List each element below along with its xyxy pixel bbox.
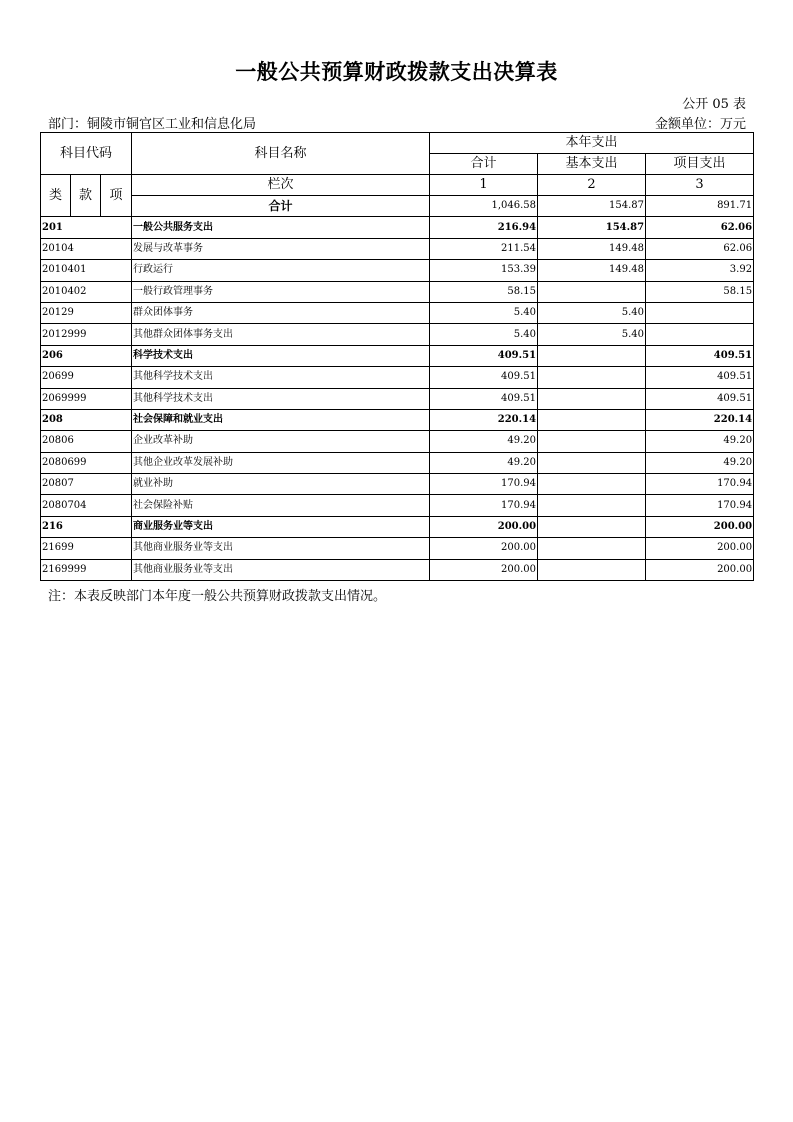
table-row — [41, 452, 754, 473]
subject-code-cell: 201 — [41, 217, 132, 238]
subject-name-header: 科目名称 — [132, 133, 430, 175]
total-cell: 170.94 — [430, 495, 538, 516]
subject-name-cell: 其他科学技术支出 — [132, 367, 430, 388]
table-row — [41, 431, 754, 452]
table-row — [41, 345, 754, 366]
subject-name-cell: 其他商业服务业等支出 — [132, 559, 430, 580]
basic-cell — [538, 388, 646, 409]
project-cell — [646, 302, 754, 323]
footnote: 注：本表反映部门本年度一般公共预算财政拨款支出情况。 — [48, 589, 387, 604]
basic-cell: 5.40 — [538, 324, 646, 345]
subject-code-cell: 2010402 — [41, 281, 132, 302]
basic-cell — [538, 538, 646, 559]
project-cell: 220.14 — [646, 409, 754, 430]
current-year-header: 本年支出 — [430, 133, 754, 154]
subject-name-cell: 其他企业改革发展补助 — [132, 452, 430, 473]
project-header: 项目支出 — [646, 154, 754, 175]
project-cell: 409.51 — [646, 388, 754, 409]
table-row — [41, 260, 754, 281]
total-cell: 49.20 — [430, 452, 538, 473]
table-row — [41, 302, 754, 323]
subject-code-cell: 20104 — [41, 238, 132, 259]
subject-name-cell: 行政运行 — [132, 260, 430, 281]
subject-code-cell: 20699 — [41, 367, 132, 388]
total-row-total: 1,046.58 — [430, 196, 538, 217]
subject-code-cell: 2169999 — [41, 559, 132, 580]
basic-cell: 149.48 — [538, 238, 646, 259]
basic-cell — [538, 474, 646, 495]
subject-name-cell: 其他商业服务业等支出 — [132, 538, 430, 559]
subject-code-cell: 2010401 — [41, 260, 132, 281]
table-number: 公开 05 表 — [682, 97, 746, 112]
total-header: 合计 — [430, 154, 538, 175]
project-cell — [646, 324, 754, 345]
subject-code-cell: 20807 — [41, 474, 132, 495]
total-cell: 220.14 — [430, 409, 538, 430]
subject-name-cell: 商业服务业等支出 — [132, 516, 430, 537]
subject-name-cell: 一般公共服务支出 — [132, 217, 430, 238]
basic-cell — [538, 367, 646, 388]
subject-code-header: 科目代码 — [41, 133, 132, 175]
basic-cell — [538, 431, 646, 452]
total-cell: 49.20 — [430, 431, 538, 452]
project-cell: 62.06 — [646, 238, 754, 259]
table-row — [41, 409, 754, 430]
table-row — [41, 217, 754, 238]
report-title: 一般公共预算财政拨款支出决算表 — [235, 60, 558, 84]
table-row — [41, 367, 754, 388]
project-cell: 49.20 — [646, 452, 754, 473]
total-row-label: 合计 — [132, 196, 430, 217]
project-cell: 200.00 — [646, 516, 754, 537]
total-cell: 200.00 — [430, 538, 538, 559]
basic-cell — [538, 516, 646, 537]
project-cell: 409.51 — [646, 345, 754, 366]
project-cell: 200.00 — [646, 538, 754, 559]
total-cell: 409.51 — [430, 367, 538, 388]
subject-code-cell: 208 — [41, 409, 132, 430]
project-cell: 170.94 — [646, 474, 754, 495]
total-cell: 200.00 — [430, 516, 538, 537]
column-index-label: 栏次 — [132, 175, 430, 196]
table-row — [41, 516, 754, 537]
basic-cell: 154.87 — [538, 217, 646, 238]
kuan-header: 款 — [71, 175, 101, 217]
lei-header: 类 — [41, 175, 71, 217]
project-cell: 3.92 — [646, 260, 754, 281]
table-row — [41, 281, 754, 302]
basic-cell — [538, 452, 646, 473]
column-index-2: 2 — [538, 175, 646, 196]
total-cell: 200.00 — [430, 559, 538, 580]
table-row — [41, 238, 754, 259]
total-cell: 5.40 — [430, 324, 538, 345]
department-label: 部门：铜陵市铜官区工业和信息化局 — [48, 117, 257, 132]
header-row-3 — [41, 175, 754, 196]
basic-cell — [538, 345, 646, 366]
project-cell: 170.94 — [646, 495, 754, 516]
subject-code-cell: 20129 — [41, 302, 132, 323]
basic-cell — [538, 409, 646, 430]
total-cell: 153.39 — [430, 260, 538, 281]
subject-code-cell: 21699 — [41, 538, 132, 559]
subject-name-cell: 一般行政管理事务 — [132, 281, 430, 302]
basic-cell — [538, 559, 646, 580]
amount-unit-label: 金额单位：万元 — [654, 117, 746, 132]
basic-header: 基本支出 — [538, 154, 646, 175]
total-cell: 409.51 — [430, 388, 538, 409]
total-cell: 5.40 — [430, 302, 538, 323]
subject-name-cell: 社会保险补贴 — [132, 495, 430, 516]
subject-name-cell: 企业改革补助 — [132, 431, 430, 452]
column-index-1: 1 — [430, 175, 538, 196]
subject-code-cell: 2012999 — [41, 324, 132, 345]
total-cell: 216.94 — [430, 217, 538, 238]
project-cell: 200.00 — [646, 559, 754, 580]
total-cell: 211.54 — [430, 238, 538, 259]
total-row-basic: 154.87 — [538, 196, 646, 217]
table-row — [41, 538, 754, 559]
subject-code-cell: 206 — [41, 345, 132, 366]
subject-name-cell: 发展与改革事务 — [132, 238, 430, 259]
basic-cell — [538, 495, 646, 516]
total-cell: 170.94 — [430, 474, 538, 495]
header-row-1 — [41, 133, 754, 154]
basic-cell — [538, 281, 646, 302]
subject-code-cell: 2080704 — [41, 495, 132, 516]
subject-code-cell: 20806 — [41, 431, 132, 452]
table-row — [41, 495, 754, 516]
basic-cell: 149.48 — [538, 260, 646, 281]
subject-code-cell: 216 — [41, 516, 132, 537]
column-index-3: 3 — [646, 175, 754, 196]
expenditure-table — [40, 132, 754, 581]
total-cell: 409.51 — [430, 345, 538, 366]
project-cell: 409.51 — [646, 367, 754, 388]
total-row-project: 891.71 — [646, 196, 754, 217]
subject-code-cell: 2080699 — [41, 452, 132, 473]
xiang-header: 项 — [101, 175, 132, 217]
table-row — [41, 474, 754, 495]
table-row — [41, 324, 754, 345]
project-cell: 49.20 — [646, 431, 754, 452]
subject-name-cell: 就业补助 — [132, 474, 430, 495]
subject-name-cell: 科学技术支出 — [132, 345, 430, 366]
project-cell: 62.06 — [646, 217, 754, 238]
project-cell: 58.15 — [646, 281, 754, 302]
subject-name-cell: 其他科学技术支出 — [132, 388, 430, 409]
subject-name-cell: 社会保障和就业支出 — [132, 409, 430, 430]
basic-cell: 5.40 — [538, 302, 646, 323]
subject-name-cell: 群众团体事务 — [132, 302, 430, 323]
table-row — [41, 388, 754, 409]
table-row — [41, 559, 754, 580]
subject-code-cell: 2069999 — [41, 388, 132, 409]
total-cell: 58.15 — [430, 281, 538, 302]
total-row — [41, 196, 754, 217]
subject-name-cell: 其他群众团体事务支出 — [132, 324, 430, 345]
